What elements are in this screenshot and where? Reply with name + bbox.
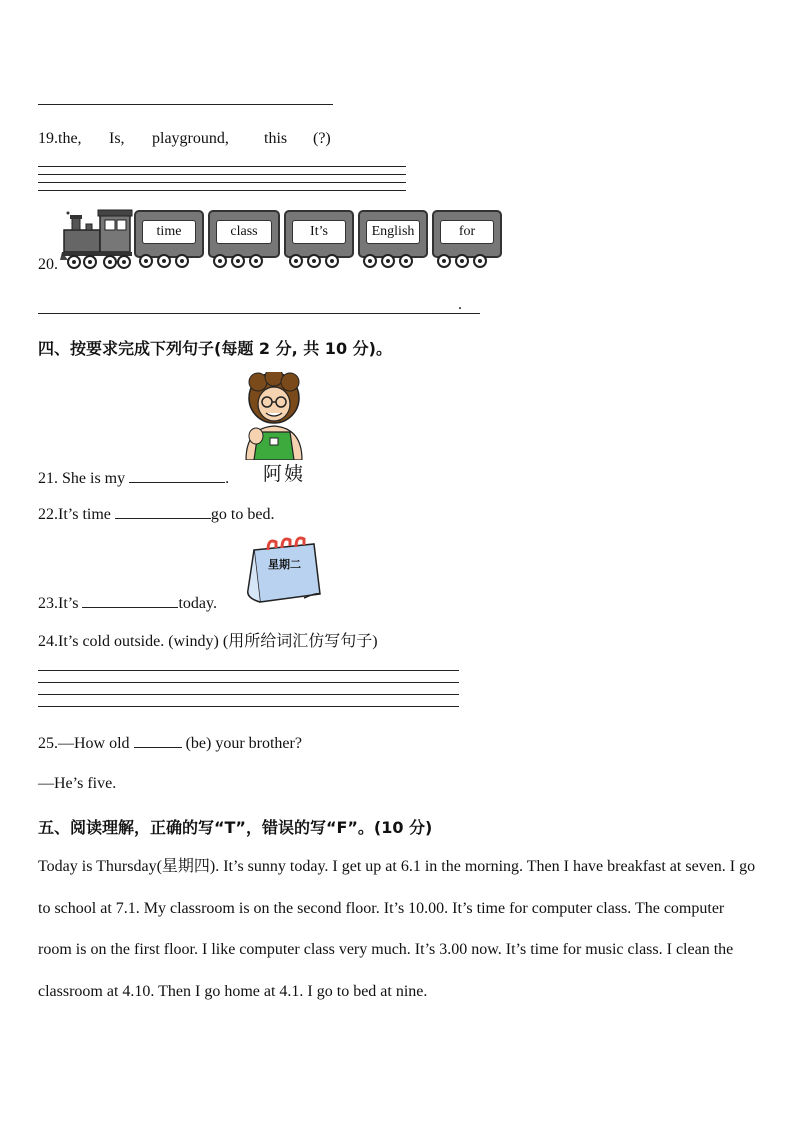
section-4-title: 四、按要求完成下列句子(每题 2 分, 共 10 分)。 — [38, 339, 392, 358]
train-word-its: It’s — [292, 220, 346, 244]
train-word-english: English — [366, 220, 420, 244]
question-25 — [38, 733, 302, 753]
train-word-for: for — [440, 220, 494, 244]
q20-number: 20. — [38, 256, 58, 273]
q21-answer-blank[interactable] — [129, 468, 225, 483]
q19-word-4: this — [264, 130, 288, 147]
q21-period: . — [225, 470, 230, 487]
q21-text: 21. She is my — [38, 470, 126, 487]
calendar-caption: 星期二 — [268, 558, 301, 571]
writing-line-q19-1[interactable] — [38, 166, 406, 167]
q19-word-5: (?) — [313, 130, 331, 147]
q25-answer-line: —He’s five. — [38, 775, 117, 792]
section-5-title: 五、阅读理解，正确的写“T”，错误的写“F”。(10 分) — [38, 818, 433, 837]
question-23 — [38, 593, 217, 613]
aunt-caption: 阿姨 — [263, 463, 306, 485]
train-word-time: time — [142, 220, 196, 244]
train-car-3 — [284, 210, 354, 258]
q19-word-3: playground, — [152, 130, 229, 147]
writing-line-q19-4 — [38, 190, 406, 191]
q23-rest: today. — [178, 595, 217, 612]
train-car-5 — [432, 210, 502, 258]
answer-line-q18[interactable] — [38, 104, 333, 105]
writing-line-q24-2 — [38, 682, 459, 683]
train-car-1 — [134, 210, 204, 258]
question-22 — [38, 504, 274, 524]
q22-text: 22.It’s time — [38, 506, 111, 523]
writing-line-q19-3 — [38, 182, 406, 183]
q25-text: 25.—How old — [38, 735, 130, 752]
train-car-4 — [358, 210, 428, 258]
writing-line-q24-1[interactable] — [38, 670, 459, 671]
q19-number: 19. — [38, 130, 58, 147]
question-21 — [38, 468, 229, 488]
q25-rest: (be) your brother? — [185, 735, 302, 752]
writing-line-q19-2 — [38, 174, 406, 175]
reading-passage: Today is Thursday(星期四). It’s sunny today. I get up at 6.1 in the morning. Then I have breakfast at seven. I go to school at 7.1. My classroom is on the second floor. It’s 10.00. It’s time for computer class. The computer room is on the first floor. I like computer class very much. It’s 3.00 now. It’s time for music class. I clean the classroom at 4.10. Then I go home at 4.1. I go to bed at nine. — [38, 858, 756, 1000]
train-car-2 — [208, 210, 280, 258]
question-24: 24.It’s cold outside. (windy) (用所给词汇仿写句子) — [38, 633, 378, 650]
calendar-illustration-icon — [244, 536, 324, 608]
writing-line-q24-4 — [38, 706, 459, 707]
q19-word-1: the, — [58, 130, 82, 147]
train-word-class: class — [216, 220, 272, 244]
question-19 — [38, 130, 82, 148]
q23-text: 23.It’s — [38, 595, 79, 612]
q22-rest: go to bed. — [210, 506, 275, 523]
train-wheels-icon — [134, 252, 504, 270]
q22-answer-blank[interactable] — [115, 504, 211, 519]
q23-answer-blank[interactable] — [82, 593, 178, 608]
aunt-illustration-icon — [238, 372, 310, 460]
q19-word-2: Is, — [109, 130, 125, 147]
writing-line-q24-3 — [38, 694, 459, 695]
answer-line-q20[interactable] — [38, 313, 480, 314]
locomotive-icon — [60, 208, 134, 272]
q25-answer-blank[interactable] — [134, 733, 182, 748]
q20-period: . — [458, 296, 462, 313]
